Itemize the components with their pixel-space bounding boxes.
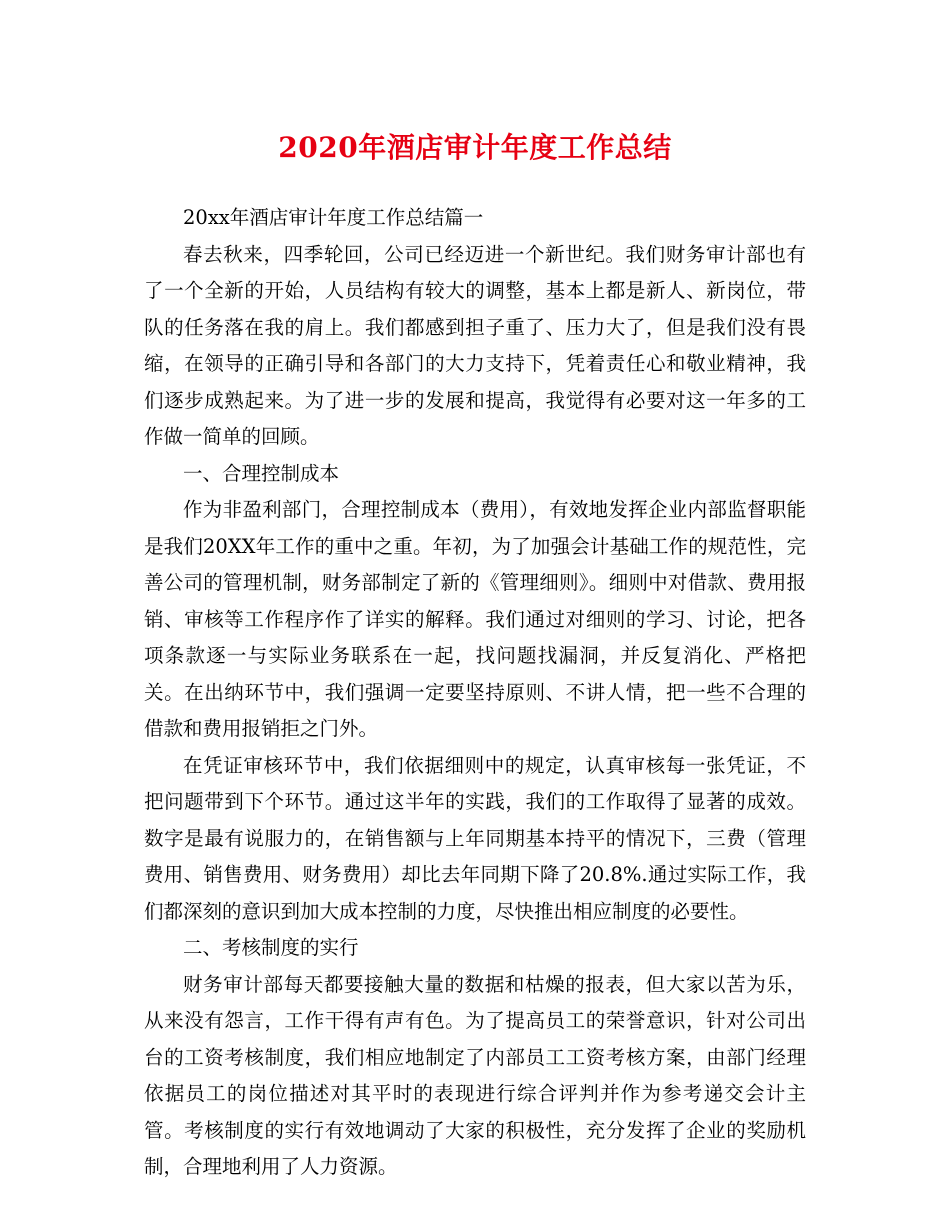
- section-heading: 一、合理控制成本: [183, 461, 340, 485]
- section-heading: 二、考核制度的实行: [183, 936, 359, 959]
- body-paragraph: 在凭证审核环节中，我们依据细则中的规定，认真审核每一张凭证，不把问题带到下个环节。通过这半年的实践，我们的工作取得了显著的成效。数字是最有说服力的，在销售额与上年同期基本持平的情况下，三费（管理费用、销售费用、财务费用）却比去年同期下降了20.8%.通过实际工作，我们都深刻的意识到加大成本控制的力度，尽快推出相应制度的必要性。: [144, 753, 806, 923]
- document-body: [144, 200, 806, 1186]
- document-title: 2020年酒店审计年度工作总结: [278, 131, 672, 164]
- body-paragraph: 作为非盈利部门，合理控制成本（费用），有效地发挥企业内部监督职能是我们20XX年工作的重中之重。年初，为了加强会计基础工作的规范性，完善公司的管理机制，财务部制定了新的《管理细则》。细则中对借款、费用报销、审核等工作程序作了详实的解释。我们通过对细则的学习、讨论，把各项条款逐一与实际业务联系在一起，找问题找漏洞，并反复消化、严格把关。在出纳环节中，我们强调一定要坚持原则、不讲人情，把一些不合理的借款和费用报销拒之门外。: [144, 498, 806, 740]
- subtitle-paragraph: 20xx年酒店审计年度工作总结篇一: [183, 206, 484, 229]
- body-paragraph: 春去秋来，四季轮回，公司已经迈进一个新世纪。我们财务审计部也有了一个全新的开始，人员结构有较大的调整，基本上都是新人、新岗位，带队的任务落在我的肩上。我们都感到担子重了、压力大了，但是我们没有畏缩，在领导的正确引导和各部门的大力支持下，凭着责任心和敬业精神，我们逐步成熟起来。为了进一步的发展和提高，我觉得有必要对这一年多的工作做一简单的回顾。: [144, 242, 806, 448]
- body-paragraph: 财务审计部每天都要接触大量的数据和枯燥的报表，但大家以苦为乐，从来没有怨言，工作干得有声有色。为了提高员工的荣誉意识，针对公司出台的工资考核制度，我们相应地制定了内部员工工资考核方案，由部门经理依据员工的岗位描述对其平时的表现进行综合评判并作为参考递交会计主管。考核制度的实行有效地调动了大家的积极性，充分发挥了企业的奖励机制，合理地利用了人力资源。: [144, 972, 806, 1178]
